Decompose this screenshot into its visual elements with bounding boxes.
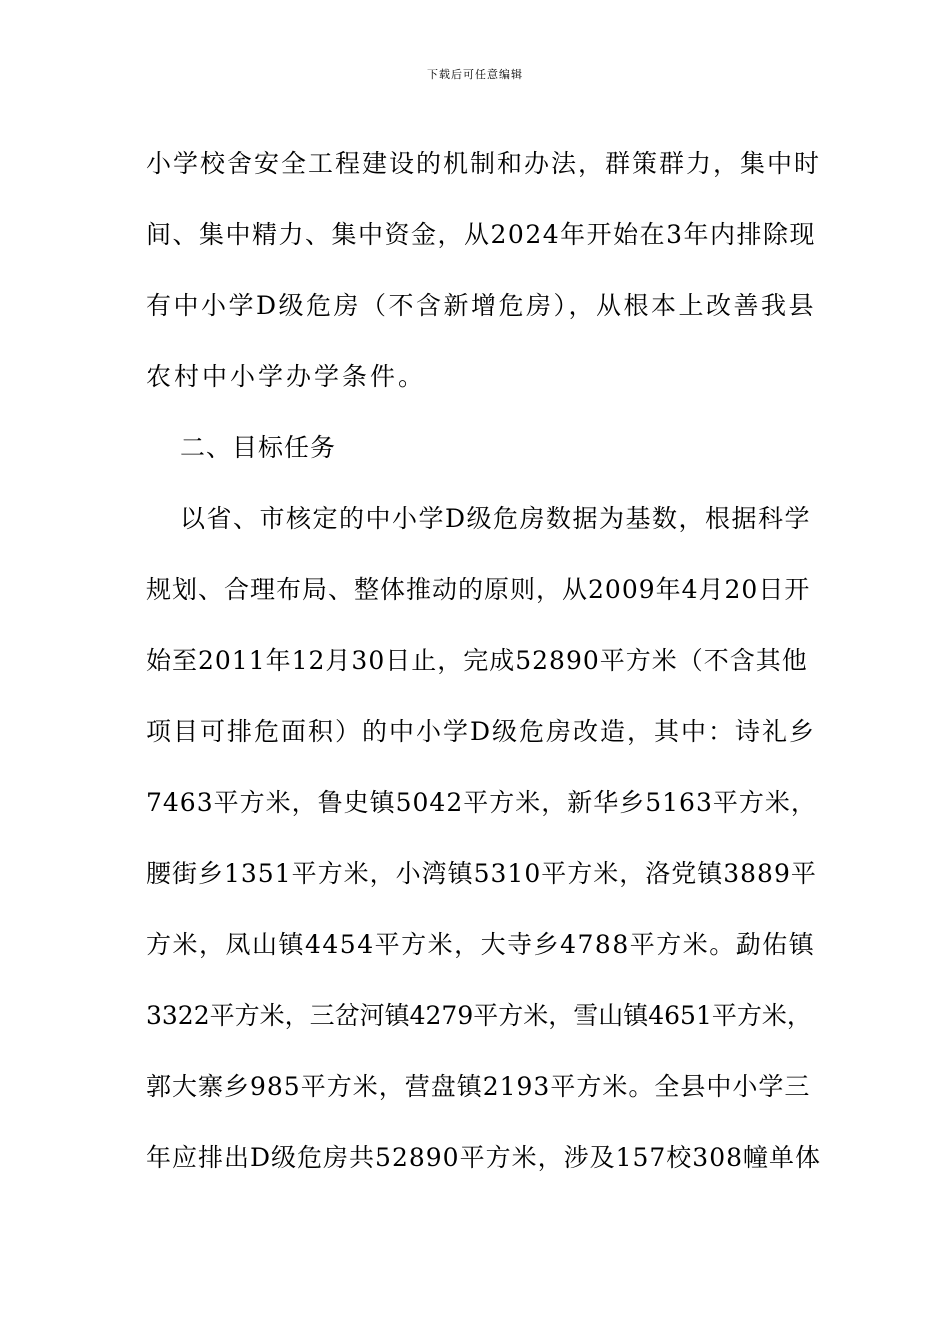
- body-line: 腰街乡1351平方米，小湾镇5310平方米，洛党镇3889平: [146, 859, 817, 888]
- body-line: 3322平方米，三岔河镇4279平方米，雪山镇4651平方米，: [146, 1001, 812, 1030]
- body-line: 郭大寨乡985平方米，营盘镇2193平方米。全县中小学三: [146, 1072, 811, 1101]
- body-line: 项目可排危面积）的中小学D级危房改造，其中：诗礼乡: [146, 717, 817, 746]
- body-line: 7463平方米，鲁史镇5042平方米，新华乡5163平方米，: [146, 788, 817, 817]
- body-line: 方米，凤山镇4454平方米，大寺乡4788平方米。勐佑镇: [146, 930, 816, 959]
- body-line: 间、集中精力、集中资金，从2024年开始在3年内排除现: [146, 220, 817, 249]
- body-line: 小学校舍安全工程建设的机制和办法，群策群力，集中时: [146, 149, 822, 178]
- body-line: 有中小学D级危房（不含新增危房），从根本上改善我县: [146, 291, 817, 320]
- page-header: 下载后可任意编辑: [427, 68, 523, 81]
- document-body: [146, 138, 822, 1203]
- body-line: 年应排出D级危房共52890平方米，涉及157校308幢单体: [146, 1143, 822, 1172]
- body-line: 以省、市核定的中小学D级危房数据为基数，根据科学: [180, 504, 812, 533]
- section-heading: 二、目标任务: [180, 433, 337, 462]
- body-line: 规划、合理布局、整体推动的原则，从2009年4月20日开: [146, 575, 811, 604]
- body-line: 农村中小学办学条件。: [146, 362, 427, 391]
- body-line: 始至2011年12月30日止，完成52890平方米（不含其他: [146, 646, 808, 675]
